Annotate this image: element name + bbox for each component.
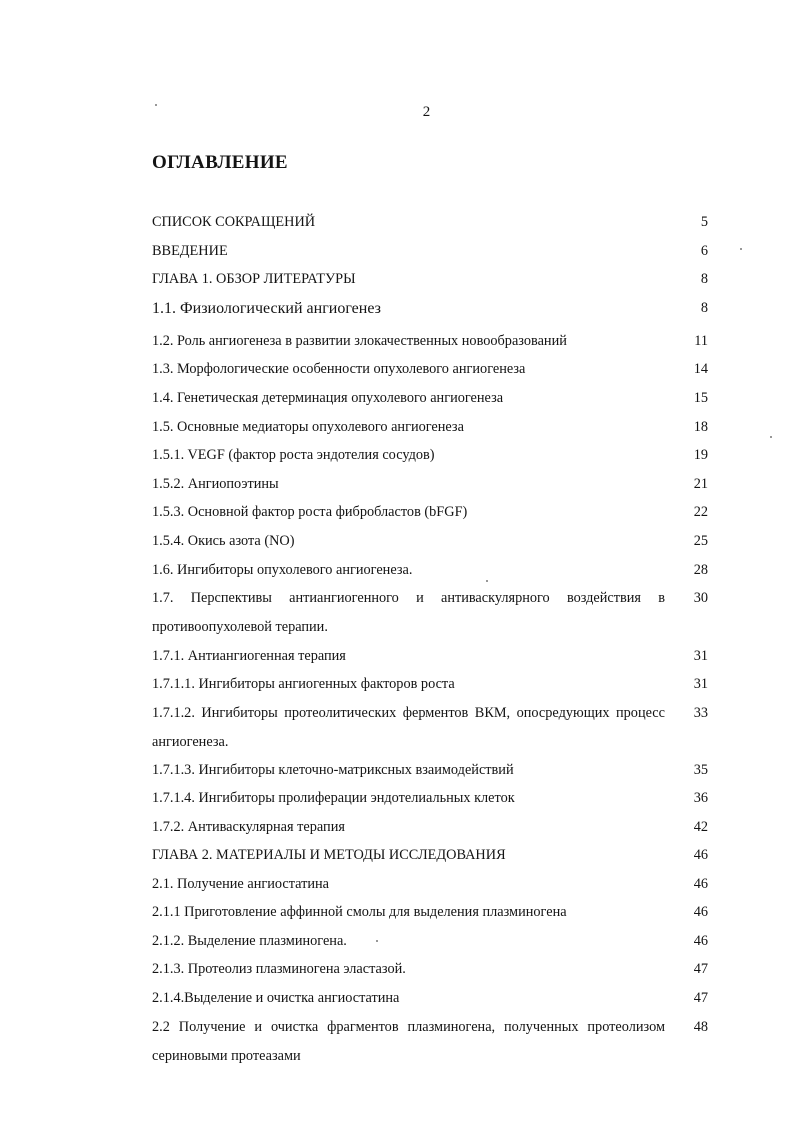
toc-entry-text: 2.1.4.Выделение и очистка ангиостатина (152, 990, 400, 1006)
toc-entry-text: 2.2 Получение и очистка фрагментов плазминогена, полученных протеолизом сериновыми протеазами (152, 1019, 665, 1064)
toc-entry-page: 25 (693, 533, 708, 549)
toc-entry-text: 1.7.2. Антиваскулярная терапия (152, 819, 345, 835)
toc-entry-text: 1.7.1.1. Ингибиторы ангиогенных факторов роста (152, 676, 455, 692)
toc-entry-text: ВВЕДЕНИЕ (152, 243, 228, 259)
toc-entry-text: 1.2. Роль ангиогенеза в развитии злокачественных новообразований (152, 333, 567, 349)
scan-speck (486, 580, 488, 582)
toc-entry-page: 21 (693, 476, 708, 492)
toc-entry-page: 31 (693, 648, 708, 664)
toc-entry-text: 1.5.2. Ангиопоэтины (152, 476, 279, 492)
toc-entry-page: 46 (693, 933, 708, 949)
toc-entry-text: 1.7. Перспективы антиангиогенного и антиваскулярного воздействия в противоопухолевой терапии. (152, 590, 665, 635)
toc-entry-page: 8 (700, 271, 708, 287)
toc-entry-text: 1.6. Ингибиторы опухолевого ангиогенеза. (152, 562, 413, 578)
scan-speck (740, 248, 742, 250)
toc-entry-text: 1.4. Генетическая детерминация опухолевого ангиогенеза (152, 390, 504, 406)
toc-entry-text: 2.1. Получение ангиостатина (152, 876, 330, 892)
toc-entry-page: 19 (693, 447, 708, 463)
toc-entry-page: 14 (693, 361, 708, 377)
toc-entry-page: 42 (693, 819, 708, 835)
toc-entry-page: 46 (693, 904, 708, 920)
toc-entry-text: 1.5. Основные медиаторы опухолевого ангиогенеза (152, 419, 464, 435)
toc-entry-text: 2.1.3. Протеолиз плазминогена эластазой. (152, 961, 406, 977)
toc-entry-page: 22 (693, 504, 708, 520)
toc-entry-text: ГЛАВА 1. ОБЗОР ЛИТЕРАТУРЫ (152, 271, 356, 287)
toc-entry-page: 28 (693, 562, 708, 578)
toc-entry-page: 15 (693, 390, 708, 406)
toc-entry-text: СПИСОК СОКРАЩЕНИЙ (152, 214, 316, 230)
page-title: ОГЛАВЛЕНИЕ (152, 152, 288, 173)
page-number: 2 (422, 104, 431, 120)
toc-entry-text: 1.7.1.2. Ингибиторы протеолитических ферментов ВКМ, опосредующих процесс ангиогенеза. (152, 705, 665, 750)
toc-entry-text: ГЛАВА 2. МАТЕРИАЛЫ И МЕТОДЫ ИССЛЕДОВАНИЯ (152, 847, 506, 863)
toc-entry-page: 46 (693, 847, 708, 863)
toc-entry-page: 11 (694, 333, 708, 349)
scan-speck (155, 104, 157, 106)
toc-entry-page: 8 (700, 300, 708, 316)
toc-entry-text: 1.7.1.3. Ингибиторы клеточно-матриксных взаимодействий (152, 762, 514, 778)
toc-entry-text: 1.5.1. VEGF (фактор роста эндотелия сосудов) (152, 447, 435, 463)
toc-entry-text: 1.3. Морфологические особенности опухолевого ангиогенеза (152, 361, 526, 377)
toc-entry-text: 1.1. Физиологический ангиогенез (152, 300, 381, 317)
toc-entry-page: 35 (693, 762, 708, 778)
toc-entry-page: 18 (693, 419, 708, 435)
toc-entry-text: 2.1.2. Выделение плазминогена. (152, 933, 347, 949)
toc-entry-page: 31 (693, 676, 708, 692)
toc-entry-page: 46 (693, 876, 708, 892)
toc-entry-page: 6 (700, 243, 708, 259)
toc-entry-page: 5 (700, 214, 708, 230)
toc-entry-text: 1.7.1.4. Ингибиторы пролиферации эндотелиальных клеток (152, 790, 515, 806)
toc-entry-page: 47 (693, 961, 708, 977)
toc-entry-page: 33 (693, 705, 708, 721)
toc-entry-page: 30 (693, 590, 708, 606)
scan-speck (376, 940, 378, 942)
toc-entry-text: 2.1.1 Приготовление аффинной смолы для выделения плазминогена (152, 904, 567, 920)
toc-entry-page: 47 (693, 990, 708, 1006)
toc-entry-text: 1.7.1. Антиангиогенная терапия (152, 648, 346, 664)
scan-speck (770, 436, 772, 438)
toc-entry-page: 48 (693, 1019, 708, 1035)
toc-entry-text: 1.5.3. Основной фактор роста фибробластов (bFGF) (152, 504, 468, 520)
toc-entry-page: 36 (693, 790, 708, 806)
toc-entry-text: 1.5.4. Окись азота (NO) (152, 533, 295, 549)
